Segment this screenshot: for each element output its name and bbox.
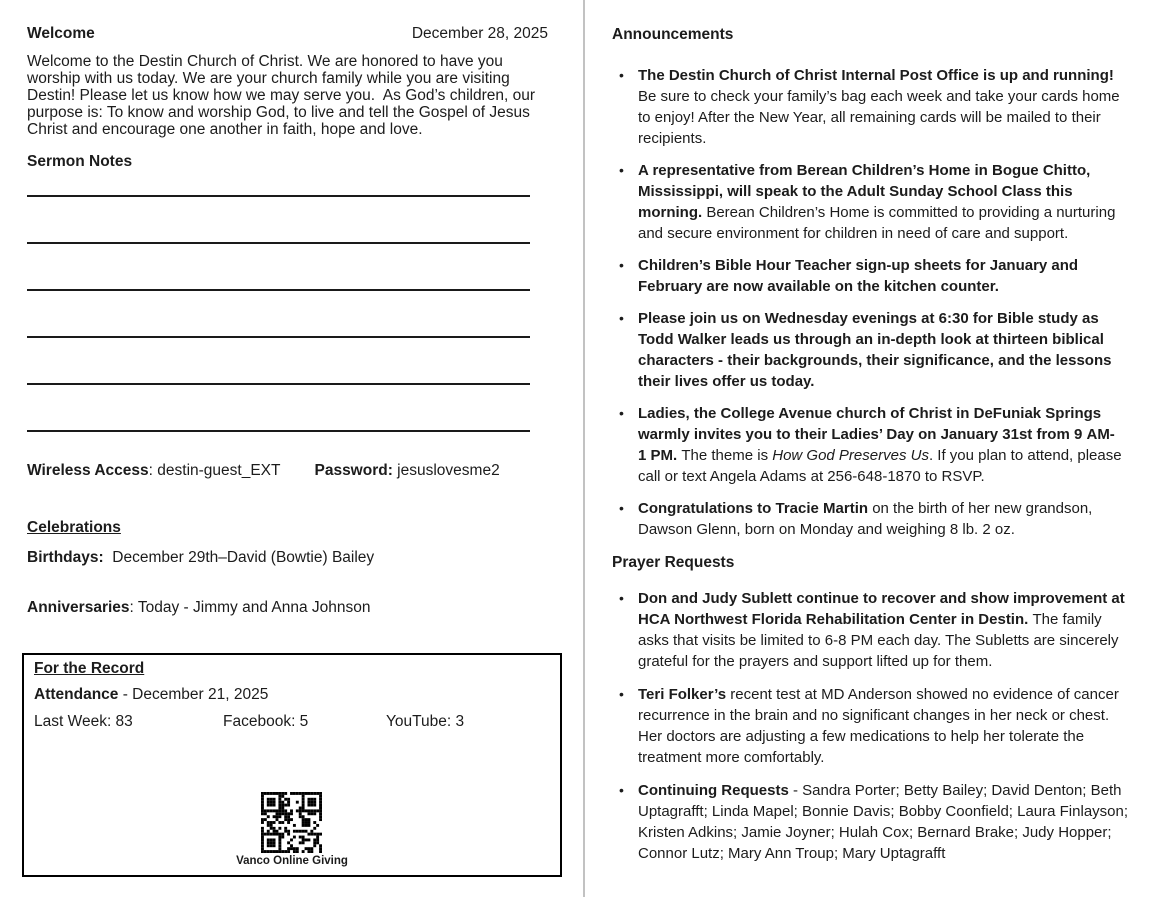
prayer-requests-title: Prayer Requests bbox=[612, 554, 735, 571]
wireless-network-value: : destin-guest_EXT bbox=[148, 462, 281, 479]
note-blank-line bbox=[27, 291, 530, 338]
anniversaries-line bbox=[27, 599, 548, 616]
giving-qr-block bbox=[236, 792, 348, 868]
text-segment: Congratulations to Tracie Martin bbox=[638, 500, 873, 517]
bullet-icon: • bbox=[619, 67, 624, 83]
password-label: Password: bbox=[314, 462, 393, 479]
attendance-stat: Last Week: 83 bbox=[34, 713, 133, 730]
for-the-record-title: For the Record bbox=[34, 660, 145, 677]
text-segment: The family asks that visits be limited to 6-8 PM each day. The Subletts are sincerely grateful for the prayers and support lifted up for them. bbox=[638, 611, 1119, 670]
text-segment: Continuing Requests bbox=[638, 782, 789, 799]
text-segment: recent test at MD Anderson showed no evidence of cancer recurrence in the brain and no significant changes in her neck or chest. Her doctors are adjusting a few medications to help her tolerate the treatment more comfortably. bbox=[638, 686, 1119, 766]
text-segment: Be sure to check your family’s bag each week and take your cards home to enjoy! After the New Year, all remaining cards will be mailed to their recipients. bbox=[638, 88, 1120, 147]
bullet-icon: • bbox=[619, 405, 624, 421]
left-page-header bbox=[27, 25, 548, 42]
left-page bbox=[27, 25, 548, 877]
qr-code bbox=[261, 792, 322, 853]
attendance-period: - December 21, 2025 bbox=[118, 686, 269, 703]
attendance-stat: Facebook: 5 bbox=[223, 713, 309, 730]
anniversaries-label: Anniversaries bbox=[27, 599, 130, 616]
attendance-line bbox=[34, 686, 550, 703]
bullet-item bbox=[612, 65, 1128, 149]
birthdays-label: Birthdays: bbox=[27, 549, 104, 566]
sermon-notes-lines bbox=[27, 174, 548, 432]
attendance-label: Attendance bbox=[34, 686, 119, 703]
bullet-item bbox=[612, 780, 1128, 864]
qr-caption: Vanco Online Giving bbox=[236, 855, 348, 867]
text-segment: Teri Folker’s bbox=[638, 686, 731, 703]
page-divider bbox=[583, 0, 585, 897]
celebrations-title: Celebrations bbox=[27, 519, 121, 536]
prayer-requests-list bbox=[612, 588, 1128, 864]
bullet-item bbox=[612, 684, 1128, 768]
welcome-title: Welcome bbox=[27, 25, 95, 42]
note-blank-line bbox=[27, 174, 530, 197]
welcome-paragraph: Welcome to the Destin Church of Christ. We are honored to have you worship with us today. We are your church family while you are visiting Destin! Please let us know how we may serve you. As God’s children, our purpose is: To know and worship God, to live and tell the Gospel of Jesus Christ and encourage one another in faith, hope and love. bbox=[27, 53, 536, 138]
bulletin-date: December 28, 2025 bbox=[411, 25, 548, 42]
text-segment: Ladies, the College Avenue church of Christ in DeFuniak Springs warmly invites you to their Ladies’ Day on January 31st from 9 AM-1 PM. bbox=[638, 405, 1115, 464]
note-blank-line bbox=[27, 197, 530, 244]
text-segment: How God Preserves Us bbox=[772, 447, 929, 464]
bullet-icon: • bbox=[619, 310, 624, 326]
bullet-item bbox=[612, 255, 1128, 297]
text-segment: Berean Children’s Home is committed to providing a nurturing and secure environment for children in need of care and support. bbox=[638, 204, 1116, 242]
text-segment: The Destin Church of Christ Internal Post Office is up and running! bbox=[638, 67, 1114, 84]
bullet-icon: • bbox=[619, 500, 624, 516]
bullet-item bbox=[612, 403, 1128, 487]
text-segment: Please join us on Wednesday evenings at 6:30 for Bible study as Todd Walker leads us through an in-depth look at thirteen biblical characters - their backgrounds, their significance, and the lessons their lives offer us today. bbox=[638, 310, 1112, 390]
announcements-list bbox=[612, 65, 1128, 540]
for-the-record-box bbox=[22, 653, 562, 877]
attendance-stats-row bbox=[34, 713, 550, 730]
bullet-icon: • bbox=[619, 257, 624, 273]
attendance-stat: YouTube: 3 bbox=[386, 713, 465, 730]
password-value: jesuslovesme2 bbox=[392, 462, 500, 479]
bullet-item bbox=[612, 160, 1128, 244]
right-page bbox=[612, 18, 1128, 876]
bullet-icon: • bbox=[619, 782, 624, 798]
anniversaries-value: : Today - Jimmy and Anna Johnson bbox=[129, 599, 371, 616]
note-blank-line bbox=[27, 385, 530, 432]
text-segment: Don and Judy Sublett continue to recover and show improvement at HCA Northwest Florida Rehabilitation Center in Destin. bbox=[638, 590, 1125, 628]
text-segment: Children’s Bible Hour Teacher sign-up sheets for January and February are now available on the kitchen counter. bbox=[638, 257, 1079, 295]
announcements-title: Announcements bbox=[612, 26, 734, 43]
bullet-icon: • bbox=[619, 162, 624, 178]
wireless-access-label: Wireless Access bbox=[27, 462, 149, 479]
bullet-item bbox=[612, 588, 1128, 672]
text-segment: - Sandra Porter; Betty Bailey; David Denton; Beth Uptagrafft; Linda Mapel; Bonnie Davis; Bobby Coonfield; Laura Finlayson; Kristen Adkins; Jamie Joyner; Hulah Cox; Bernard Brake; Judy Hopper; Connor Lutz; Mary Ann Troup; Mary Uptagrafft bbox=[638, 782, 1129, 862]
bullet-icon: • bbox=[619, 590, 624, 606]
birthdays-value: December 29th–David (Bowtie) Bailey bbox=[103, 549, 375, 566]
text-segment: A representative from Berean Children’s Home in Bogue Chitto, Mississippi, will speak to the Adult Sunday School Class this morning. bbox=[638, 162, 1091, 221]
wireless-access-line bbox=[27, 462, 548, 479]
bullet-item bbox=[612, 308, 1128, 392]
bullet-icon: • bbox=[619, 686, 624, 702]
note-blank-line bbox=[27, 244, 530, 291]
text-segment: . If you plan to attend, please call or text Angela Adams at 256-648-1870 to RSVP. bbox=[638, 447, 1122, 485]
note-blank-line bbox=[27, 338, 530, 385]
bullet-item bbox=[612, 498, 1128, 540]
sermon-notes-title: Sermon Notes bbox=[27, 153, 133, 170]
text-segment: on the birth of her new grandson, Dawson Glenn, born on Monday and weighing 8 lb. 2 oz. bbox=[638, 500, 1093, 538]
birthdays-line bbox=[27, 549, 548, 566]
text-segment: The theme is bbox=[681, 447, 773, 464]
